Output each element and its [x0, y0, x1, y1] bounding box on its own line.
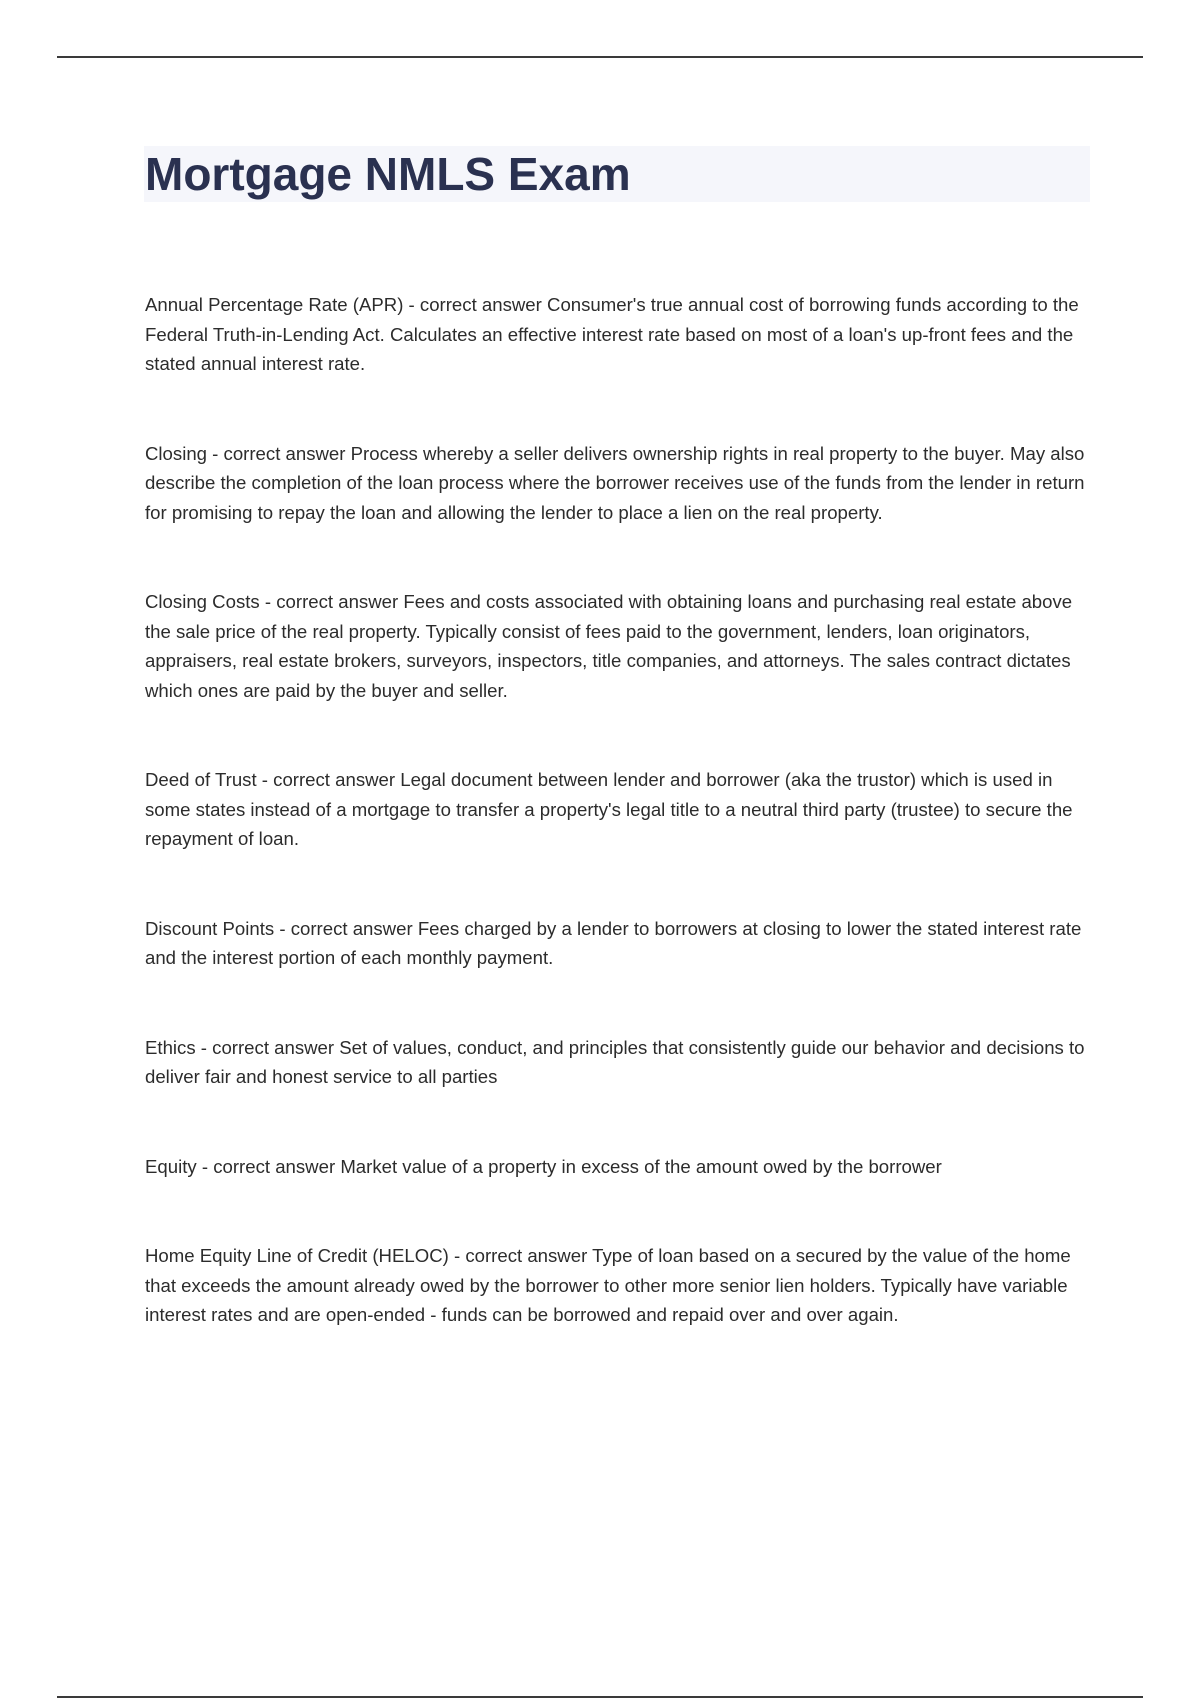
entry-definition: Process whereby a seller delivers ownership rights in real property to the buyer. May also describe the completion of the loan process where the borrower receives use of the funds from the lender in return for promising to repay the loan and allowing the lender to place a lien on the real property.: [145, 442, 1085, 523]
flashcard-entry: [145, 1033, 1090, 1092]
entry-separator: - correct answer: [207, 442, 351, 464]
flashcard-list: [145, 290, 1090, 1390]
entry-separator: - correct answer: [256, 769, 401, 790]
entry-definition: Market value of a property in excess of the amount owed by the borrower: [340, 1155, 942, 1177]
entry-term: Equity: [145, 1155, 197, 1177]
entry-definition: Consumer's true annual cost of borrowing funds according to the Federal Truth-in-Lending Act. Calculates an effective interest rate based on most of a loan's up-front fees and the stated annual interest rate.: [145, 294, 1079, 374]
entry-definition: Set of values, conduct, and principles that consistently guide our behavior and decisions to deliver fair and honest service to all parties: [145, 1036, 1085, 1087]
entry-separator: - correct answer: [196, 1155, 341, 1177]
entry-definition: Legal document between lender and borrower (aka the trustor) which is used in some states instead of a mortgage to transfer a property's legal title to a neutral third party (trustee) to secure the repayment of loan.: [145, 769, 1073, 849]
entry-term: Home Equity Line of Credit (HELOC): [145, 1245, 449, 1266]
entry-definition: Fees and costs associated with obtaining loans and purchasing real estate above the sale price of the real property. Typically consist of fees paid to the government, lenders, loan originators, appraisers, real estate brokers, surveyors, inspectors, title companies, and attorneys. The sales contract dictates which ones are paid by the buyer and seller.: [145, 591, 1073, 701]
entry-term: Ethics: [145, 1036, 196, 1058]
page-title: Mortgage NMLS Exam: [145, 148, 631, 200]
entry-term: Discount Points: [145, 917, 275, 939]
entry-term: Closing: [145, 442, 208, 464]
entry-definition: Fees charged by a lender to borrowers at closing to lower the stated interest rate and the interest portion of each monthly payment.: [145, 917, 1082, 968]
entry-term: Deed of Trust: [145, 769, 257, 790]
entry-definition: Type of loan based on a secured by the value of the home that exceeds the amount already owed by the borrower to other more senior lien holders. Typically have variable interest rates and are open-ended - funds can be borrowed and repaid over and over again.: [145, 1245, 1071, 1325]
flashcard-entry: [145, 1152, 1090, 1182]
flashcard-entry: [145, 587, 1090, 705]
flashcard-entry: [145, 1241, 1090, 1330]
entry-separator: - correct answer: [403, 294, 548, 315]
flashcard-entry: [145, 914, 1090, 973]
entry-term: Annual Percentage Rate (APR): [145, 294, 404, 315]
flashcard-entry: [145, 765, 1090, 854]
entry-separator: - correct answer: [274, 917, 418, 939]
entry-term: Closing Costs: [145, 591, 260, 612]
entry-separator: - correct answer: [448, 1245, 593, 1266]
flashcard-entry: [145, 439, 1090, 528]
flashcard-entry: [145, 290, 1090, 379]
top-rule: [57, 56, 1143, 58]
entry-separator: - correct answer: [259, 591, 404, 612]
entry-separator: - correct answer: [195, 1036, 340, 1058]
bottom-rule: [57, 1696, 1143, 1698]
